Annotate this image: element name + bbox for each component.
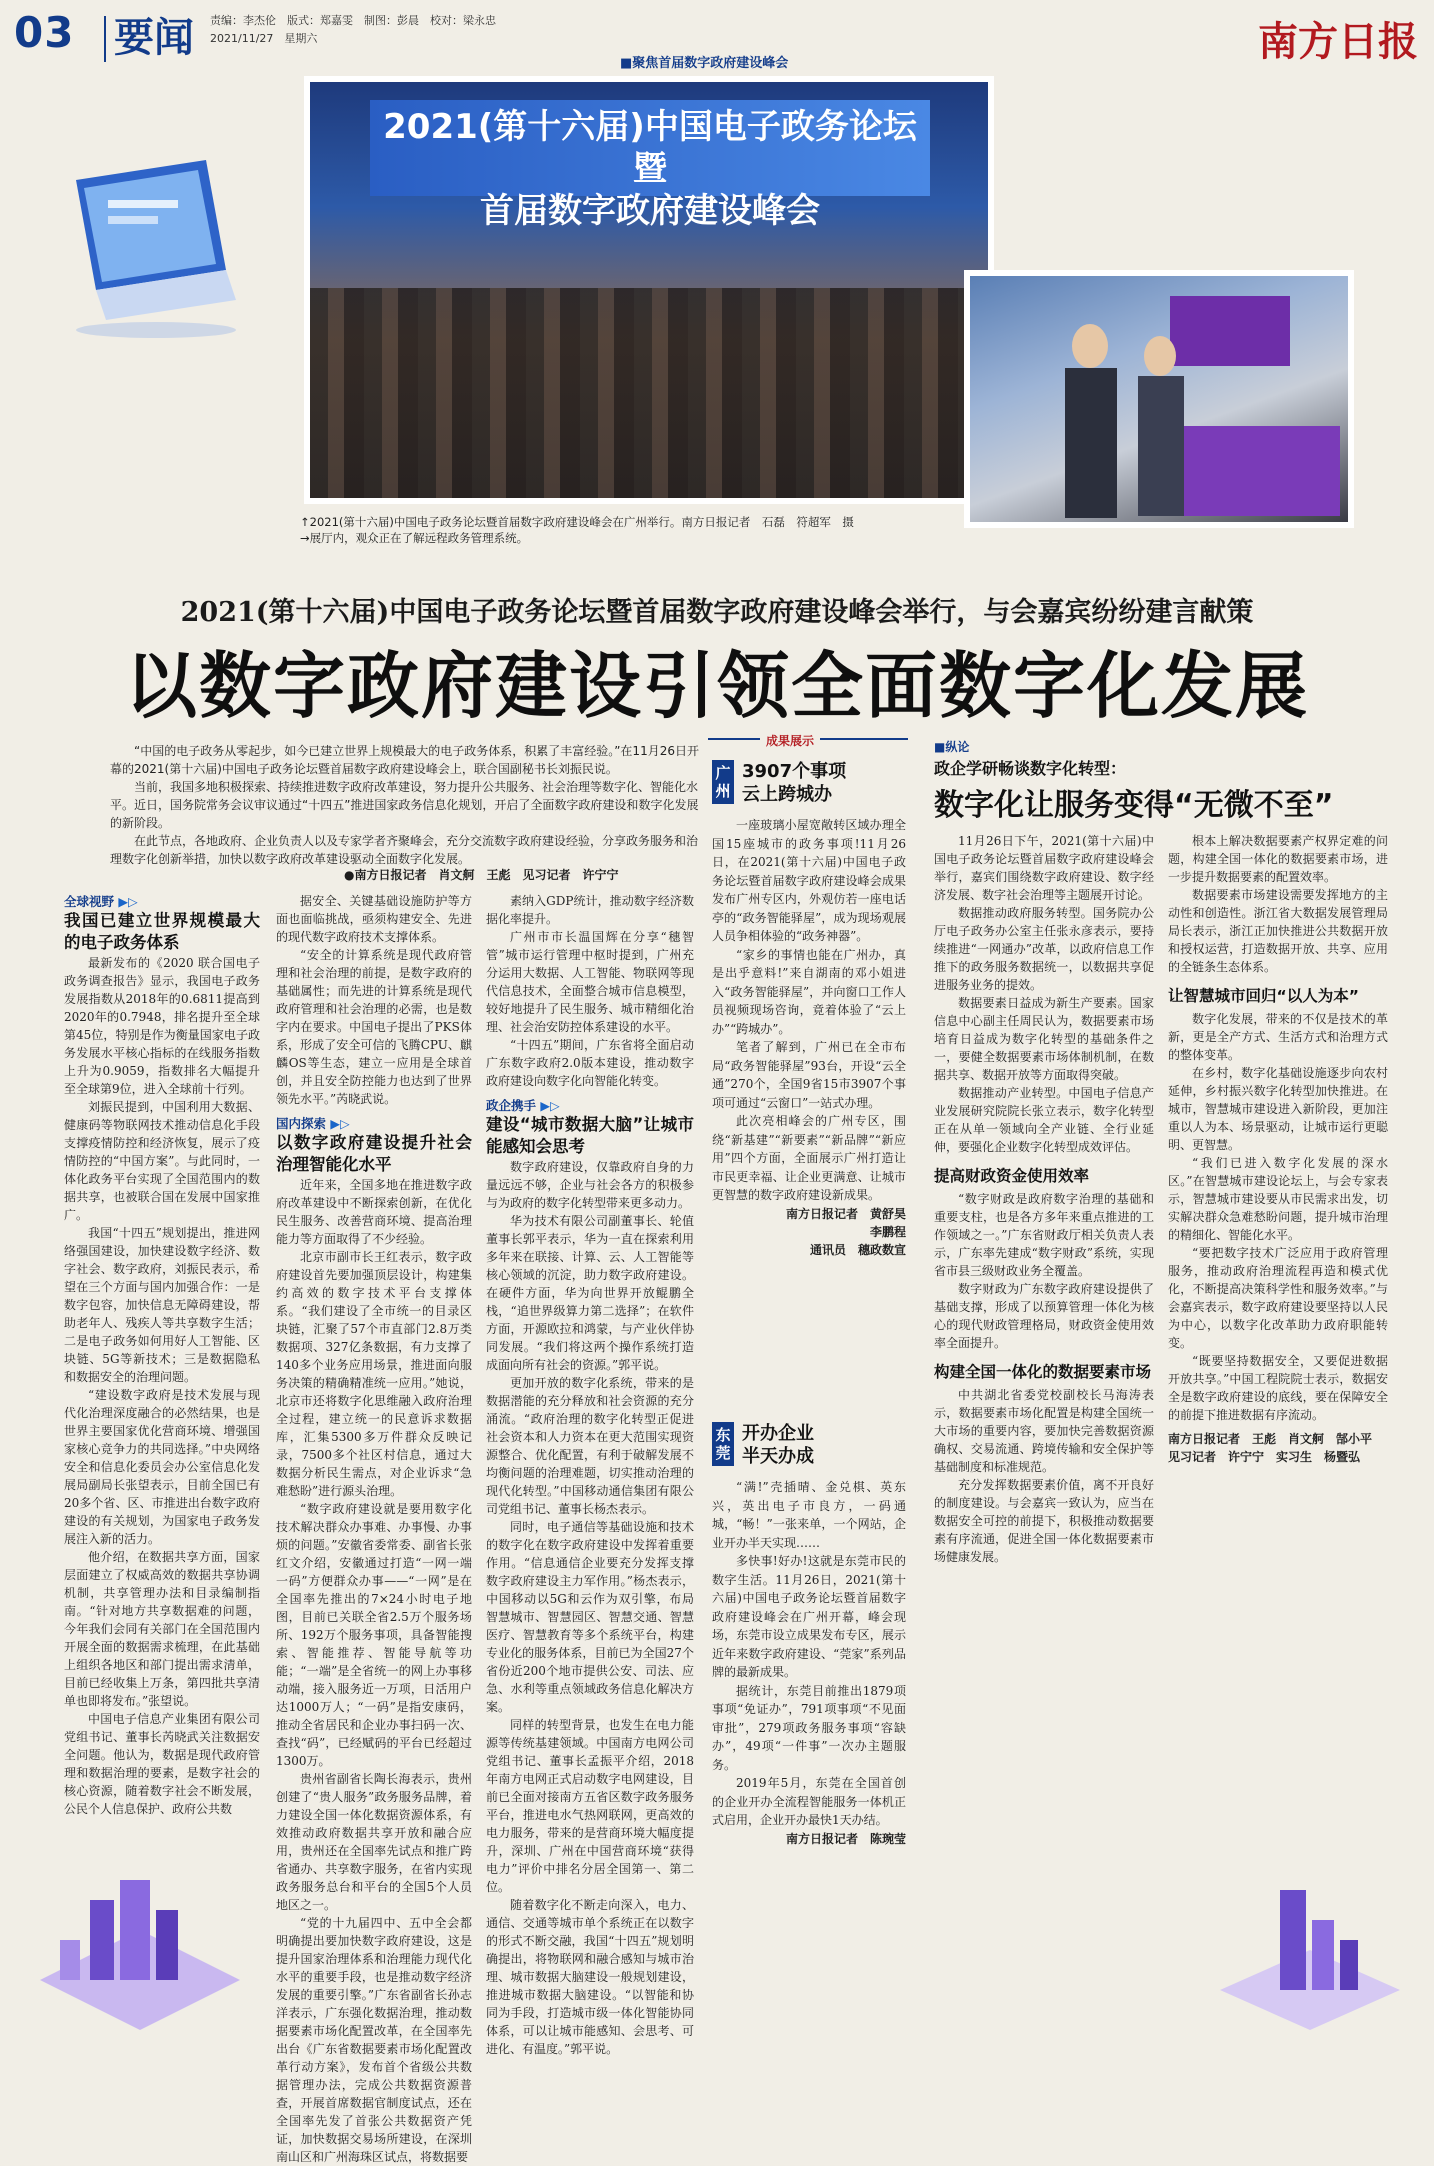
col3-heading: 建设“城市数据大脑”让城市能感知会思考 <box>486 1115 694 1156</box>
page-number: 03 <box>14 8 75 57</box>
right-p7: 中共湖北省委党校副校长马海涛表示，数据要素市场化配置是构建全国统一大市场的重要内容，要加快完善数据资源确权、交易流通、跨境传输和安全保护等基础制度和标准规范。 <box>934 1388 1154 1474</box>
kicker-domestic <box>276 1114 472 1132</box>
right-subhead-2: 构建全国一体化的数据要素市场 <box>934 1363 1152 1381</box>
dg-signature: 南方日报记者 陈琬莹 <box>785 1831 906 1846</box>
smart-city-illustration <box>20 1840 260 2040</box>
reporter-byline: ●南方日报记者 肖文舸 王彪 见习记者 许宁宁 <box>344 868 619 882</box>
right-p3: 数据要素日益成为新生产要素。国家信息中心副主任周民认为，数据要素市场培育日益成为数字化转型的基础条件之一，要健全数据要素市场体制机制，在数据共享、数据开放等方面取得突破。 <box>934 996 1154 1082</box>
right-col2-p2: 数据要素市场建设需要发挥地方的主动性和创造性。浙江省大数据发展管理局局长表示，浙江正加快推进公共数据开放和授权运营，打造数据开放、共享、应用的全链条生态体系。 <box>1168 888 1388 974</box>
col2-p6: 贵州省副省长陶长海表示，贵州创建了“贵人服务”政务服务品牌，着力建设全国一体化数据资源体系，有效推动政府数据共享开放和融合应用，贵州还在全国率先试点和推广跨省通办、共享数字服务，在省内实现政务服务总台和平台的全国5个人员地区之一。 <box>276 1772 472 1912</box>
col3-p7: 同时，电子通信等基础设施和技术的数字化在数字政府建设中发挥着重要作用。“信息通信企业要充分发挥支撑数字政府建设主力军作用。”杨杰表示，中国移动以5G和云作为双引擎，布局智慧城市、智慧园区、智慧交通、智慧医疗、智慧教育等多个系统平台，构建专业化的服务体系，目前已为全国27个省份近200个地市提供公安、司法、应急、水利等重点领域政务信息化解决方案。 <box>486 1520 694 1714</box>
col2-heading: 以数字政府建设提升社会治理智能化水平 <box>276 1133 472 1174</box>
banner-line-1: 2021(第十六届)中国电子政务论坛暨 <box>383 107 917 189</box>
dg-p4: 2019年5月，东莞在全国首创的企业开办全流程智能服务一体机正式启用，企业开办最快1天办结。 <box>712 1776 906 1827</box>
dg-body <box>712 1478 906 1830</box>
gz-body <box>712 816 906 1205</box>
right-column-1 <box>934 832 1154 1566</box>
col1-p5: 他介绍，在数据共享方面，国家层面建立了权威高效的数据共享协调机制，共享管理办法和目录编制指南。“针对地方共享数据难的问题，今年我们会同有关部门在全国范围内开展全面的数据需求梳理，在此基础上组织各地区和部门提出需求清单，目前已经收集上万条，第四批共享清单也即将发布。”张望说。 <box>64 1550 260 1708</box>
col1-p1: 最新发布的《2020 联合国电子政务调查报告》显示，我国电子政务发展指数从2018年的0.6811提高到2020年的0.7948，排名提升至全球第45位，特别是作为衡量国家电子政务发展水平核心指标的在线服务指数上升为0.9059，指数排名大幅提升至全球第9位，进入全球前十行列。 <box>64 956 260 1096</box>
col2-p5: “数字政府建设就是要用数字化技术解决群众办事难、办事慢、办事烦的问题。”安徽省委常委、副省长张红文介绍，安徽通过打造“一网一端一码”方便群众办事——“一网”是在全国率先推出的7×24小时电子地图，目前已关联全省2.5万个服务场所、192万个服务事项，具备智能搜索、智能推荐、智能导航等功能；“一端”是全省统一的网上办事移动端，接入服务近一万项，日活用户达1000万人；“一码”是指安康码，推动全省居民和企业办事扫码一次、查找“码”，已经赋码的平台已经超过1300万。 <box>276 1502 472 1768</box>
lead-p2: 当前，我国多地积极探索、持续推进数字政府改革建设，努力提升公共服务、社会治理等数字化、智能化水平。近日，国务院常务会议审议通过“十四五”推进国家政务信息化规划，开启了全面数字政府建设和数字化发展的新阶段。 <box>110 780 699 830</box>
gz-sig-b: 李鹏程 <box>869 1224 906 1239</box>
col2-p2: “安全的计算系统是现代政府管理和社会治理的前提，是数字政府的基础属性；而先进的计算系统是现代政府管理和社会治理的必需，也是数字内在要求。中国电子提出了PKS体系，形成了安全可信的飞腾CPU、麒麟OS等生态，建立一应用是全球首创，并且安全防控能力也达到了世界领先水平。”芮晓武说。 <box>276 948 472 1106</box>
column-3 <box>486 892 694 2058</box>
col1-p2: 刘振民提到，中国利用大数据、健康码等物联网技术推动信息化手段支撑疫情防控和经济恢复，展示了疫情防控的“中国方案”。与此同时，一体化政务平台实现了全国范围内的数据共享，也被联合国在发展中国家推广。 <box>64 1100 260 1222</box>
right-p1: 11月26日下午，2021(第十六届)中国电子政务论坛暨首届数字政府建设峰会举行，嘉宾们围绕数字政府建设、数字经济发展、数字社会治理等主题展开讨论。 <box>934 834 1154 902</box>
gz-p2: “家乡的事情也能在广州办，真是出乎意料!”来自湖南的邓小姐进入“政务智能驿屋”，并向窗口工作人员视频现场咨询，竟着体验了“云上办”“跨城办”。 <box>712 947 906 1036</box>
column-2 <box>276 892 472 2166</box>
city-tag-guangzhou: 广州 <box>712 760 734 804</box>
stage-banner <box>370 100 930 231</box>
sidebar-tag: 成果展示 <box>760 732 820 749</box>
newspaper-logo: 南方日报 <box>1258 18 1418 65</box>
summit-photo <box>304 76 994 504</box>
right-signature <box>1168 1430 1388 1466</box>
col3-p5: 华为技术有限公司副董事长、轮值董事长郭平表示，华为一直在探索利用多年来在联接、计算、云、人工智能等核心领域的沉淀，助力数字政府建设。在硬件方面，华为向世界开放鲲鹏全栈，“追世界级算力第二选择”；在软件方面，开源欧拉和鸿蒙，与产业伙伴协同发展。“我们将这两个操作系统打造成面向所有社会的资源。”郭平说。 <box>486 1214 694 1372</box>
col3-p6: 更加开放的数字化系统，带来的是数据潜能的充分释放和社会资源的充分涌流。“政府治理的数字化转型正促进社会资本和人力资本在更大范围实现资源整合、优化配置，有利于破解发展不均衡问题的治理难题，切实推动治理的现代化转型。”中国移动通信集团有限公司党组书记、董事长杨杰表示。 <box>486 1376 694 1516</box>
column-1 <box>64 892 260 1818</box>
triangle-icon: ▶▷ <box>118 894 138 909</box>
col2-p7: “党的十九届四中、五中全会都明确提出要加快数字政府建设，这是提升国家治理体系和治理能力现代化水平的重要手段，也是推动数字经济发展的重要引擎。”广东省副省长孙志洋表示，广东强化数据治理，推动数据要素市场化配置改革，在全国率先出台《广东省数据要素市场化配置改革行动方案》，发布首个省级公共数据管理办法，完成公共数据资源普查，开展首席数据官制度试点，还在全国率先发了首张公共数据资产凭证，加快数据交易场所建设，在深圳南山区和广州海珠区试点，将数据要 <box>276 1916 472 2164</box>
gz-title-2: 云上跨城办 <box>742 784 832 805</box>
col1-p3: 我国“十四五”规划提出，推进网络强国建设，加快建设数字经济、数字社会、数字政府，刘振民表示，希望在三个方面与国内加强合作：一是数字包容，加快信息无障碍建设，帮助老年人、残疾人等共享数字生活；二是电子政务如何用好人工智能、区块链、5G等新技术；三是数据隐私和数据安全的治理问题。 <box>64 1226 260 1384</box>
right-col2-p1: 根本上解决数据要素产权界定难的问题，构建全国一体化的数据要素市场，进一步提升数据要素的配置效率。 <box>1168 834 1388 884</box>
kicker-enterprise-label: 政企携手 <box>486 1098 537 1113</box>
col2-p1: 据安全、关键基础设施防护等方面也面临挑战，亟须构建安全、先进的现代数字政府技术支撑体系。 <box>276 894 472 944</box>
commentary-subtitle: 政企学研畅谈数字化转型： <box>934 759 1127 778</box>
city-tag-dongguan: 东莞 <box>712 1422 734 1466</box>
col1-p6: 中国电子信息产业集团有限公司党组书记、董事长芮晓武关注数据安全问题。他认为，数据是现代政府管理和数据治理的要素，是数字社会的核心资源，随着数字社会不断发展，公民个人信息保护、政府公共数 <box>64 1712 260 1816</box>
sidebar-guangzhou <box>712 760 906 1259</box>
laptop-illustration <box>36 160 246 340</box>
col2-p3: 近年来，全国多地在推进数字政府改革建设中不断探索创新，在优化民生服务、改善营商环境、提高治理能力等方面取得了不少经验。 <box>276 1178 472 1246</box>
sidebar-dongguan <box>712 1422 906 1848</box>
audience-crowd <box>310 288 988 498</box>
right-subhead-1: 提高财政资金使用效率 <box>934 1167 1090 1185</box>
lead-p1: “中国的电子政务从零起步，如今已建立世界上规模最大的电子政务体系，积累了丰富经验。”在11月26日开幕的2021(第十六届)中国电子政务论坛暨首届数字政府建设峰会上，联合国副秘书长刘振民说。 <box>110 744 699 776</box>
gz-sig-a: 南方日报记者 黄舒昊 <box>785 1206 906 1221</box>
kicker-domestic-label: 国内探索 <box>276 1116 327 1131</box>
triangle-icon: ▶▷ <box>540 1098 560 1113</box>
gz-p4: 此次亮相峰会的广州专区，围绕“新基建”“新要素”“新品牌”“新应用”四个方面，全面展示广州打造让市民更幸福、让企业更满意、让城市更智慧的数字政府建设新成果。 <box>712 1114 906 1202</box>
col3-p8: 同样的转型背景，也发生在电力能源等传统基建领域。中国南方电网公司党组书记、董事长孟振平介绍，2018年南方电网正式启动数字电网建设，目前已全面对接南方五省区数字政务服务平台，推进电水气热网联网，更高效的电力服务，带来的是营商环境大幅度提升，深圳、广州在中国营商环境“获得电力”评价中排名分居全国第一、第二位。 <box>486 1718 694 1894</box>
issue-date: 2021/11/27 星期六 <box>210 32 318 45</box>
dg-p2: 多快事!好办!这就是东莞市民的数字生活。11月26日，2021(第十六届)中国电子政务论坛暨首届数字政府建设峰会在广州开幕，峰会现场，东莞市设立成果发布专区，展示近年来数字政府建设、“莞家”系列品牌的最新成果。 <box>712 1554 906 1679</box>
gz-title-1: 3907个事项 <box>742 761 847 782</box>
commentary-tag: ■纵论 <box>934 740 970 754</box>
right-p4: 数据推动产业转型。中国电子信息产业发展研究院院长张立表示，数字化转型正在从单一领域向全产业链、全行业延伸，要强化企业数字化转型成效评估。 <box>934 1086 1154 1154</box>
headline-subtitle: 2021(第十六届)中国电子政务论坛暨首届数字政府建设峰会举行，与会嘉宾纷纷建言献策 <box>180 597 1254 628</box>
section-name: 要闻 <box>114 15 194 61</box>
right-p5: “数字财政是政府数字治理的基础和重要支柱，也是各方多年来重点推进的工作领域之一。”广东省财政厅相关负责人表示，广东率先建成“数字财政”系统，实现省市县三级财政业务全覆盖。 <box>934 1192 1154 1278</box>
photo-caption <box>300 514 1000 546</box>
caption-secondary: →展厅内，观众正在了解远程政务管理系统。 <box>300 531 529 545</box>
dg-title-1: 开办企业 <box>742 1423 814 1444</box>
right-p2: 数据推动政府服务转型。国务院办公厅电子政务办公室主任张永彦表示，要持续推进“一网通办”改革，以政府信息工作推下的政务服务数据统一，以数据共享促进服务业务的提效。 <box>934 906 1154 992</box>
banner-line-2: 首届数字政府建设峰会 <box>480 191 820 231</box>
col2-p4: 北京市副市长王红表示，数字政府建设首先要加强顶层设计，构建集约高效的数字技术平台支撑体系。“我们建设了全市统一的目录区块链，汇聚了57个市直部门2.8万类数据项、327亿条数据，有力支撑了140多个业务应用场景，推进面向服务决策的精确精准统一应用。”她说，北京市还将数字化思维融入政府治理全过程，建立统一的民意诉求数据库，汇集5300多万件群众反映记录，7500多个社区村信息，通过大数据分析民生需点，对企业诉求“急难愁盼”进行源头治理。 <box>276 1250 472 1498</box>
col3-p4: 数字政府建设，仅靠政府自身的力量远远不够，企业与社会各方的积极参与为政府的数字化转型带来更多动力。 <box>486 1160 694 1210</box>
col3-p3: “十四五”期间，广东省将全面启动广东数字政府2.0版本建设，推动数字政府建设向数字化向智能化转变。 <box>486 1038 694 1088</box>
kicker-enterprise <box>486 1096 694 1114</box>
exhibition-figures <box>970 276 1348 522</box>
editor-credits: 责编：李杰伦 版式：郑嘉雯 制图：彭晨 校对：梁永忠 <box>210 14 496 27</box>
data-tower-illustration <box>1200 1850 1420 2040</box>
commentary-title: 数字化让服务变得“无微不至” <box>934 788 1334 823</box>
col3-p2: 广州市市长温国辉在分享“穗智管”城市运行管理中枢时提到，广州充分运用大数据、人工智能、物联网等现代信息技术，全面整合城市信息模型，较好地提升了民生服务、城市精细化治理、社会治安防控体系建设的水平。 <box>486 930 694 1034</box>
right-sig-a: 南方日报记者 王彪 肖文舸 郜小平 <box>1168 1432 1373 1446</box>
right-col2-p4: 在乡村，数字化基础设施逐步向农村延伸，乡村振兴数字化转型加快推进。在城市，智慧城市建设进入新阶段，更加注重以人为本、场景驱动，让城市运行更聪明、更智慧。 <box>1168 1066 1388 1152</box>
right-column-2 <box>1168 832 1388 1466</box>
lead-p3: 在此节点，各地政府、企业负责人以及专家学者齐聚峰会，充分交流数字政府建设经验，分享政务服务和治理数字化创新举措，加快以数字政府改革建设驱动全面数字化发展。 <box>110 834 699 866</box>
gz-p3: 笔者了解到，广州已在全市布局“政务智能驿屋”93台，开设“云全通”270个，全国9省15市3907个事项可通过“云窗口”一站式办理。 <box>712 1040 906 1110</box>
dg-p3: 据统计，东莞目前推出1879项事项“免证办”，791项事项“不见面审批”，279项政务服务事项“容缺办”，49项“一件事”一次办主题服务。 <box>712 1683 906 1772</box>
right-col2-p6: “要把数字技术广泛应用于政府管理服务，推动政府治理流程再造和模式优化，不断提高决策科学性和服务效率。”与会嘉宾表示，数字政府建设要坚持以人民为中心，以数字化改革助力政府职能转变。 <box>1168 1246 1388 1350</box>
col1-p4: “建设数字政府是技术发展与现代化治理深度融合的必然结果，也是世界主要国家优化营商环境、增强国家核心竞争力的共同选择。”中央网络安全和信息化委员会办公室信息化发展局副局长张望表示，目前全国已有20多个省、区、市推进出台数字政府建设的有关规划，为国家电子政务发展注入新的活力。 <box>64 1388 260 1546</box>
exhibition-photo <box>964 270 1354 528</box>
triangle-icon: ▶▷ <box>330 1116 350 1131</box>
right-sig-b: 见习记者 许宁宁 实习生 杨暨弘 <box>1168 1450 1361 1464</box>
gz-signature <box>712 1205 906 1259</box>
lead-paragraphs <box>110 742 700 868</box>
col1-heading: 我国已建立世界规模最大的电子政务体系 <box>64 911 260 952</box>
masthead-divider <box>104 16 106 62</box>
topic-label: ■聚焦首届数字政府建设峰会 <box>620 56 789 71</box>
dg-title-2: 半天办成 <box>742 1446 814 1467</box>
col3-p1: 素纳入GDP统计，推动数字经济数据化率提升。 <box>486 894 694 926</box>
right-p8: 充分发挥数据要素价值，离不开良好的制度建设。与会嘉宾一致认为，应当在数据安全可控的前提下，积极推动数据要素有序流通，促进全国一体化数据要素市场健康发展。 <box>934 1478 1154 1564</box>
kicker-global <box>64 892 260 910</box>
caption-main: ↑2021(第十六届)中国电子政务论坛暨首届数字政府建设峰会在广州举行。南方日报记者 石磊 符超军 摄 <box>300 515 854 529</box>
gz-p1: 一座玻璃小屋宽敞转区域办理全国15座城市的政务事项!11月26日，在2021(第十六届)中国电子政务论坛暨首届数字政府建设峰会成果发布广州专区内，外观仿若一座电话亭的“政务智能驿屋”，成为现场观展人员争相体验的“政务神器”。 <box>712 818 906 943</box>
right-col2-p5: “我们已进入数字化发展的深水区。”在智慧城市建设论坛上，与会专家表示，智慧城市建设要从市民需求出发，切实解决群众急难愁盼问题，提升城市治理的精细化、智能化水平。 <box>1168 1156 1388 1242</box>
headline-title: 以数字政府建设引领全面数字化发展 <box>124 643 1309 728</box>
right-subhead-3: 让智慧城市回归“以人为本” <box>1168 987 1359 1005</box>
right-p6: 数字财政为广东数字政府建设提供了基础支撑，形成了以预算管理一体化为核心的现代财政管理格局，财政资金使用效率全面提升。 <box>934 1282 1154 1350</box>
col3-p9: 随着数字化不断走向深入，电力、通信、交通等城市单个系统正在以数字的形式不断交融，我国“十四五”规划明确提出，将物联网和融合感知与城市治理、城市数据大脑建设一般规划建设，推进城市数据大脑建设。“以智能和协同为手段，打造城市级一体化智能协同体系，可以让城市能感知、会思考、可进化、有温度。”郭平说。 <box>486 1898 694 2056</box>
right-col2-p7: “既要坚持数据安全，又要促进数据开放共享。”中国工程院院士表示，数据安全是数字政府建设的底线，要在保障安全的前提下推进数据有序流动。 <box>1168 1354 1388 1422</box>
right-col2-p3: 数字化发展，带来的不仅是技术的革新，更是全产方式、生活方式和治理方式的整体变革。 <box>1168 1012 1388 1062</box>
gz-sig-c: 通讯员 穗政数宣 <box>809 1242 906 1257</box>
dg-p1: “满!”壳插晴、金兑棋、英东兴，英出电子市良方，一码通城，“畅！”一张来单，一个网站，企业开办半天实现…… <box>712 1480 906 1550</box>
kicker-global-label: 全球视野 <box>64 894 115 909</box>
